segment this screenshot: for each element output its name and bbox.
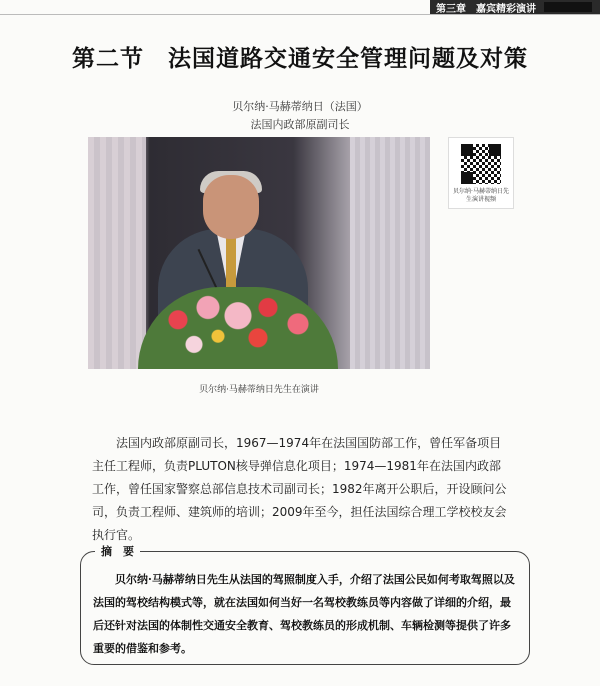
speaker-tie [226, 237, 236, 287]
section-title: 第二节 法国道路交通安全管理问题及对策 [72, 45, 528, 72]
chapter-label: 第三章 嘉宾精彩演讲 [436, 3, 536, 15]
qr-code-box [448, 137, 514, 209]
author-position: 法国内政部原副司长 [250, 118, 350, 131]
speaker-head [203, 175, 259, 239]
qr-caption: 贝尔纳·马赫蒂纳日先生演讲视频 [453, 188, 509, 203]
photo-backdrop-right [350, 137, 430, 369]
header-bar-decoration [544, 2, 592, 12]
chapter-header [430, 0, 600, 14]
speaker-bio: 法国内政部原副司长，1967—1974年在法国国防部工作，曾任军备项目主任工程师，负责PLUTON核导弹信息化项目；1974—1981年在法国内政部工作，曾任国家警察总部信息技术司副司长；1982年离开公职后，开设顾问公司，负责工程师、建筑师的培训；2009年至今，担任法国综合理工学校校友会执行官。 [92, 436, 507, 542]
abstract-box [80, 545, 530, 665]
abstract-text: 贝尔纳·马赫蒂纳日先生从法国的驾照制度入手，介绍了法国公民如何考取驾照以及法国的驾校结构模式等，就在法国如何当好一名驾校教练员等内容做了详细的介绍，最后还针对法国的体制性交通安全教育、驾校教练员的形成机制、车辆检测等提供了许多重要的借鉴和参考。 [93, 573, 515, 655]
header-rule [0, 14, 600, 15]
speaker-photo [88, 137, 430, 369]
qr-code-icon [461, 144, 501, 184]
author-name: 贝尔纳·马赫蒂纳日（法国） [232, 100, 368, 113]
photo-caption: 贝尔纳·马赫蒂纳日先生在演讲 [199, 385, 319, 395]
abstract-label: 摘 要 [95, 543, 140, 559]
photo-backdrop-left [88, 137, 146, 369]
